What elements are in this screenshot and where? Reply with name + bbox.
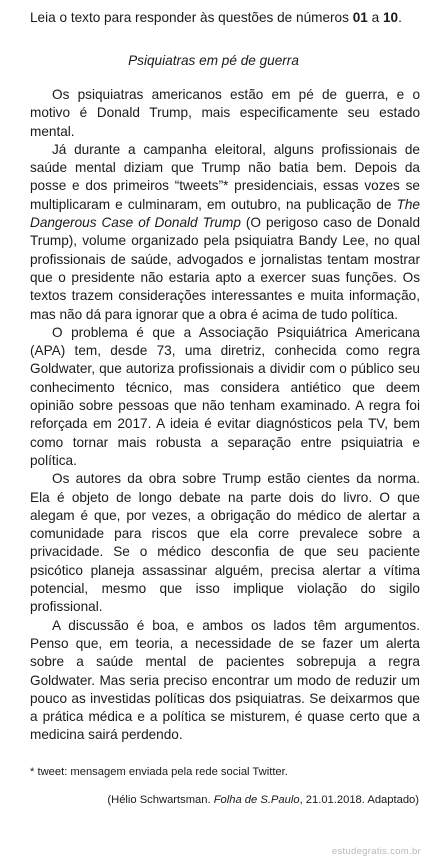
source-publication: Folha de S.Paulo	[213, 794, 300, 806]
paragraph-5: A discussão é boa, e ambos os lados têm argumentos. Penso que, em teoria, a necessidade de se fazer um alerta sobre a saúde mental de pacientes sobrepuja a regra Goldwater. Mas seria preciso encontrar um modo de reduzir um pouco as investidas políticas dos psiquiatras. Se deixarmos que a prática médica e a política se misturem, é quase certo que a medicina sairá perdendo.	[30, 617, 420, 743]
instruction-line	[30, 9, 420, 27]
watermark: estudegratis.com.br	[331, 846, 421, 857]
source-citation	[107, 793, 419, 807]
paragraph-3: O problema é que a Associação Psiquiátrica Americana (APA) tem, desde 73, uma diretriz, conhecida como regra Goldwater, que autoriza profissionais a dividir com o público seu conhecimento técnico, mas considera antiético que deem opinião sobre pessoas que não tenham examinado. A regra foi reforçada em 2017. A ideia é evitar diagnósticos pela TV, bem como tornar mais robusta a separação entre psiquiatria e política.	[30, 324, 420, 468]
instruction-suffix: .	[398, 10, 402, 25]
paragraph-2	[30, 141, 420, 324]
instruction-middle: a	[367, 10, 383, 25]
paragraph-1: Os psiquiatras americanos estão em pé de guerra, e o motivo é Donald Trump, mais especificamente seu estado mental.	[30, 87, 420, 139]
instruction-first-number: 01	[352, 10, 368, 25]
footnote: * tweet: mensagem enviada pela rede social Twitter.	[30, 766, 288, 778]
article-body	[30, 86, 420, 745]
source-rest: , 21.01.2018. Adaptado)	[299, 794, 419, 806]
paragraph-2-part-b: (O perigoso caso de Donald Trump), volume organizado pela psiquiatra Bandy Lee, no qual profissionais de saúde, advogados e jornalistas tentam mostrar que o presidente não estaria apto a exercer suas funções. Os textos trazem considerações interessantes e muita informação, mas não dá para ignorar que a obra é acima de tudo política.	[30, 215, 420, 322]
instruction-prefix: Leia o texto para responder às questões de números	[30, 10, 353, 25]
paragraph-2-part-a: Já durante a campanha eleitoral, alguns profissionais de saúde mental diziam que Trump não batia bem. Depois da posse e dos primeiros “tweets”* presidenciais, essas vozes se multiplicaram e culminaram, em outubro, na publicação de	[30, 141, 420, 212]
paragraph-4: Os autores da obra sobre Trump estão cientes da norma. Ela é objeto de longo debate na parte dois do livro. O que alegam é que, por vezes, a obrigação do médico de alertar a comunidade para riscos que ela corre prevalece sobre a privacidade. Se o médico desconfia de que seu paciente psicótico planeja assassinar alguém, precisa alertar a vítima potencial, mesmo que isso implique violação do sigilo profissional.	[30, 471, 420, 615]
article-title: Psiquiatras em pé de guerra	[128, 53, 299, 68]
source-author: (Hélio Schwartsman.	[107, 794, 214, 806]
instruction-last-number: 10	[382, 10, 399, 25]
book-title: The Dangerous Case of Donald Trump	[30, 196, 420, 231]
